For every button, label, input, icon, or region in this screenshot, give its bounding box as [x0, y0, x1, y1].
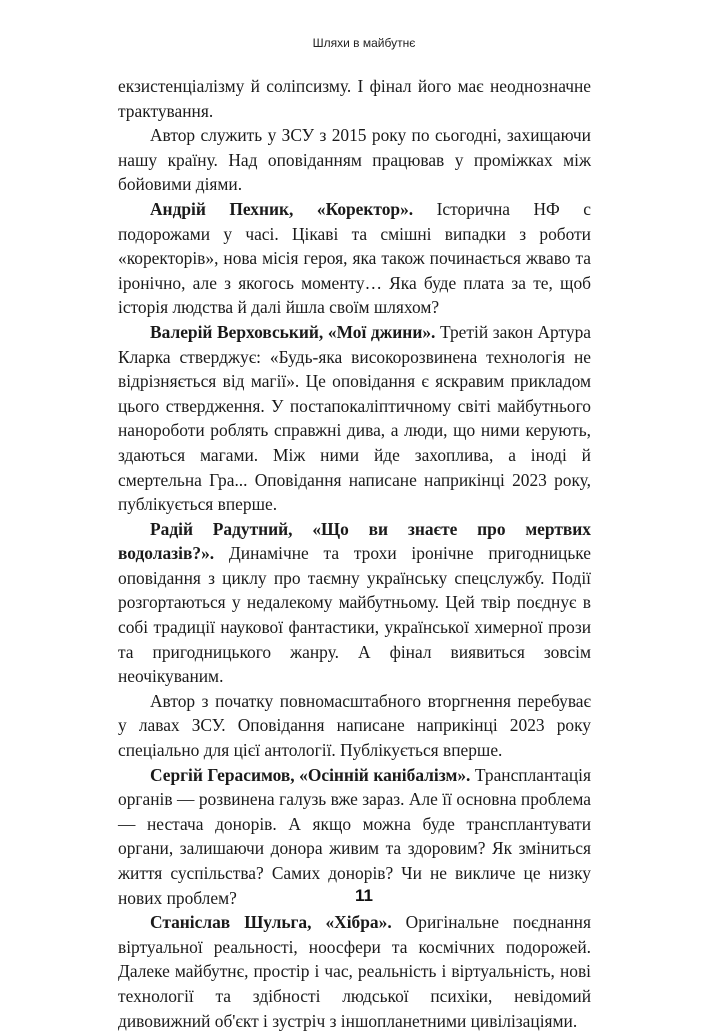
- paragraph-text: Автор служить у ЗСУ з 2015 року по сьогодні, захищаючи нашу країну. Над оповіданням працював у проміжках між бойовими діями.: [118, 125, 591, 195]
- paragraph-text: Автор з початку повномасштабного вторгнення перебуває у лавах ЗСУ. Оповідання написане наприкінці 2023 року спеціально для цієї антології. Публікується вперше.: [118, 690, 591, 761]
- paragraph-text: Оригінальне поєднання віртуальної реальності, ноосфери та космічних подорожей. Далеке майбутнє, простір і час, реальність і віртуальність, нові технології та здібності людської психіки, невідомий дивовижний об'єкт і зустріч з іншопланетними цивілізаціями.: [118, 912, 591, 1031]
- paragraph-author-title: Радій Радутний, «Що ви знаєте про мертвих водолазів?».: [118, 518, 591, 564]
- running-header: Шляхи в майбутнє: [312, 36, 416, 50]
- paragraph: [118, 320, 591, 517]
- paragraph: [118, 689, 591, 763]
- paragraph-text: Трансплантація органів — розвинена галузь вже зараз. Але її основна проблема — нестача донорів. А якщо можна буде трансплантувати органи, залишаючи донора живим та здоровим? Як зміниться життя суспільства? Самих донорів? Чи не викличе це низку нових проблем?: [118, 764, 591, 908]
- paragraph-author-title: Валерій Верховський, «Мої джини».: [150, 321, 436, 342]
- paragraph: [118, 74, 591, 123]
- paragraph-text: Динамічне та трохи іронічне пригодницьке оповідання з циклу про таємну українську спецслужбу. Події розгортаються у недалекому майбутньому. Цей твір поєднує в собі традиції наукової фантастики, української химерної прози та пригодницького жанру. А фінал виявиться зовсім неочікуваним.: [118, 543, 591, 687]
- paragraph-author-title: Станіслав Шульга, «Хібра».: [150, 912, 392, 933]
- paragraph: [118, 123, 591, 197]
- paragraph: [118, 517, 591, 689]
- paragraph: [118, 197, 591, 320]
- paragraph-text: Історична НФ с подорожами у часі. Цікаві та смішні випадки з роботи «коректорів», нова місія героя, яка також починається жваво та іронічно, але з якогось моменту… Яка буде плата за те, щоб історія людства й далі йшла своїм шляхом?: [118, 198, 591, 318]
- paragraph-author-title: Андрій Пехник, «Коректор».: [150, 198, 414, 219]
- paragraph-text: Третій закон Артура Кларка стверджує: «Будь-яка високорозвинена технологія не відрізняється від магії». Це оповідання є яскравим прикладом цього ствердження. У постапокаліптичному світі майбутнього нанороботи роблять справжні дива, а люди, що ними керують, здаються магами. Між ними йде захоплива, а іноді й смертельна Гра... Оповідання написане наприкінці 2023 року, публікується вперше.: [118, 321, 591, 515]
- paragraph-text: екзистенціалізму й соліпсизму. І фінал його має неоднозначне трактування.: [118, 76, 591, 121]
- page-number: 11: [355, 886, 373, 905]
- paragraph: [118, 910, 591, 1033]
- paragraph-author-title: Сергій Герасимов, «Осінній канібалізм».: [150, 764, 471, 785]
